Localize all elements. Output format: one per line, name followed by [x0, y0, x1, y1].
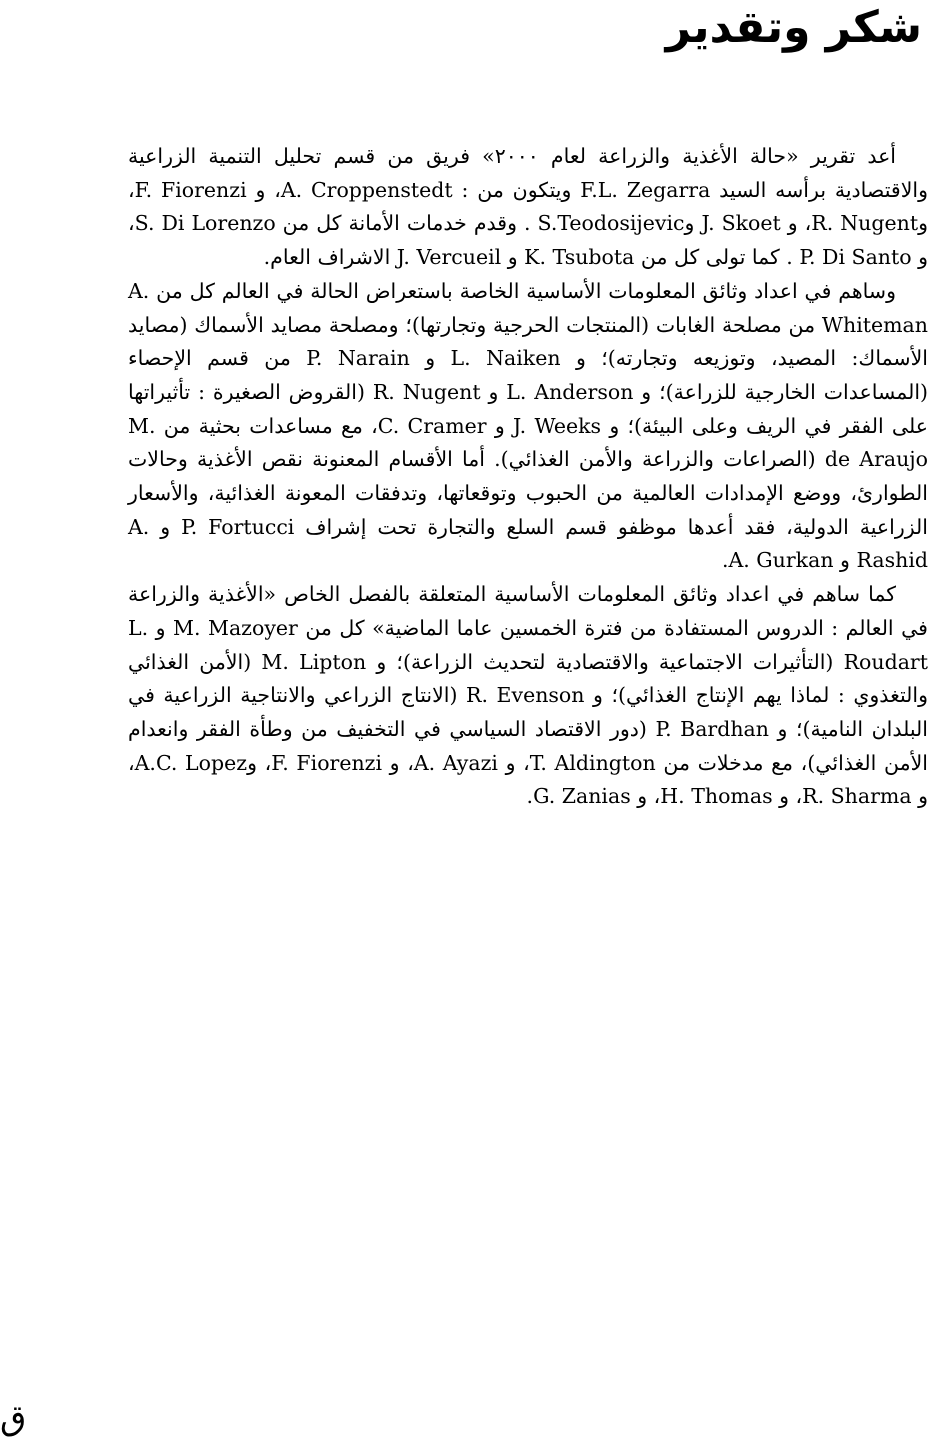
paragraph-world-review: وساهم في اعداد وثائق المعلومات الأساسية الخاصة باستعراض الحالة في العالم كل من A. Whiteman من مصلحة الغابات (المنتجات الحرجية وتجارتها)؛ ومصلحة مصايد الأسماك (مصايد الأسماك: المصيد، وتوزيعه وتجارته)؛ و L. Naiken و P. Narain من قسم الإحصاء (المساعدات الخارجية للزراعة)؛ و L. Anderson و R. Nugent (القروض الصغيرة : تأثيراتها على الفقر في الريف وعلى البيئة)؛ و J. Weeks و C. Cramer، مع مساعدات بحثية من M. de Araujo (الصراعات والزراعة والأمن الغذائي). أما الأقسام المعنونة نقص الأغذية وحالات الطوارئ، ووضع الإمدادات العالمية من الحبوب وتوقعاتها، وتدفقات المعونة الغذائية، والأسعار الزراعية الدولية، فقد أعدها موظفو قسم السلع والتجارة تحت إشراف P. Fortucci و A. Rashid و A. Gurkan.: [128, 278, 929, 573]
page-number: ق: [0, 1398, 27, 1438]
page-title: شكر وتقدير: [665, 2, 922, 53]
paragraph-special-chapter: كما ساهم في اعداد وثائق المعلومات الأساسية المتعلقة بالفصل الخاص «الأغذية والزراعة في العالم : الدروس المستفادة من فترة الخمسين عاما الماضية» كل من M. Mazoyer و L. Roudart (التأثيرات الاجتماعية والاقتصادية لتحديث الزراعة)؛ و M. Lipton (الأمن الغذائي والتغذوي : لماذا يهم الإنتاج الغذائي)؛ و R. Evenson (الانتاج الزراعي والانتاجية الزراعية في البلدان النامية)؛ و P. Bardhan (دور الاقتصاد السياسي في التخفيف من وطأة الفقر وانعدام الأمن الغذائي)، مع مدخلات من T. Aldington، و A. Ayazi، و F. Fiorenzi، وA.C. Lopez، و R. Sharma، و H. Thomas، و G. Zanias.: [128, 582, 928, 809]
acknowledgements-body: [128, 140, 928, 814]
paragraph-report-team: أعد تقرير «حالة الأغذية والزراعة لعام ٢٠٠٠» فريق من قسم تحليل التنمية الزراعية والاقتصادية برأسه السيد F.L. Zegarra ويتكون من : A. Croppenstedt، و F. Fiorenzi، وR. Nugent، و J. Skoet وS.Teodosijevic . وقدم خدمات الأمانة كل من S. Di Lorenzo، و P. Di Santo . كما تولى كل من K. Tsubota و J. Vercueil الاشراف العام.: [128, 144, 928, 270]
